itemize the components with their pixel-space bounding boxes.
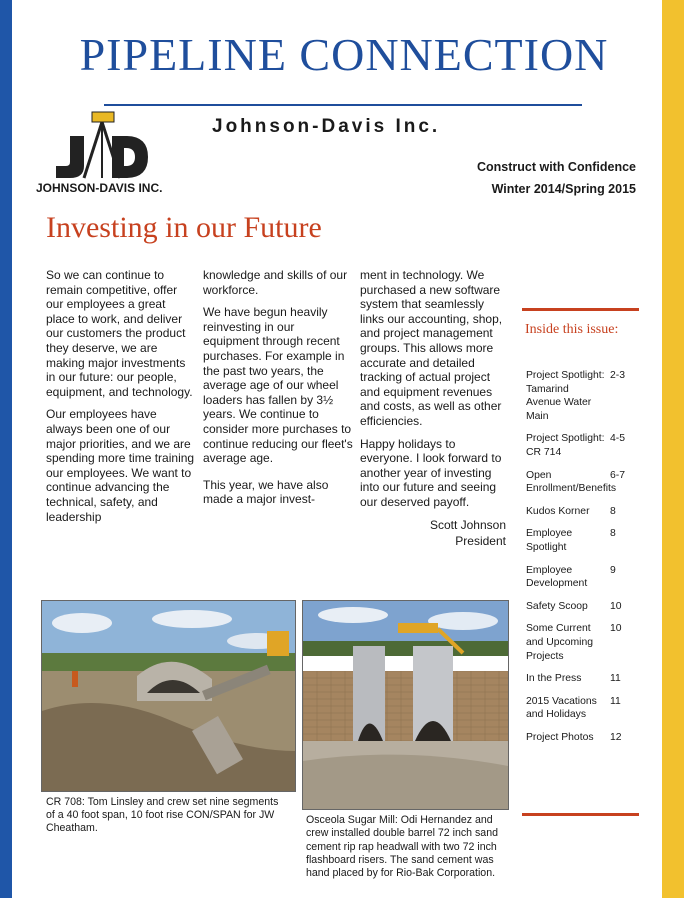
- company-logo: [40, 110, 160, 182]
- article-paragraph: This year, we have also made a major invest-: [203, 477, 329, 507]
- toc-item[interactable]: [526, 564, 636, 591]
- toc-item-title: Kudos Korner: [526, 505, 590, 517]
- signature-title: President: [455, 534, 506, 549]
- toc-item-title: Project Spotlight: CR 714: [526, 433, 605, 458]
- article-headline: Investing in our Future: [46, 211, 322, 244]
- article-paragraph: We have begun heavily reinvesting in our equipment through recent purchases. For example in the past two years, the average age of our wheel loaders has fallen by 3½ years. We continue to consider more purchases to continue reducing our fleet's average age.: [203, 305, 353, 466]
- toc-item[interactable]: [526, 731, 636, 745]
- photo-caption-1: CR 708: Tom Linsley and crew set nine segments of a 40 foot span, 10 foot rise CON/SPAN for JW Cheatham.: [46, 796, 279, 834]
- company-name: Johnson-Davis Inc.: [212, 116, 441, 137]
- toc-item-title: Project Spotlight: Tamarind Avenue Water Main: [526, 370, 605, 422]
- toc-item[interactable]: [526, 600, 636, 614]
- toc-item[interactable]: [526, 695, 636, 722]
- toc-item-page: 2-3: [610, 370, 626, 381]
- toc-item-page: 4-5: [610, 433, 626, 445]
- toc-item[interactable]: [526, 369, 636, 423]
- article-paragraph: So we can continue to remain competitive, offer our employees a great place to work, and deliver our customers the product they deserve, we are making major investments in our future: our people, equipment, and technology.: [46, 268, 193, 399]
- toc-item[interactable]: [526, 469, 636, 496]
- sidebar-top-rule: [522, 308, 639, 311]
- toc-item-page: 8: [610, 528, 616, 540]
- tagline-motto: Construct with Confidence: [476, 160, 636, 174]
- article-column-1: [46, 268, 196, 532]
- toc-item[interactable]: [526, 505, 636, 519]
- toc-item-title: Employee Development: [526, 564, 588, 590]
- article-paragraph: Happy holidays to everyone. I look forward to another year of investing into our future and seeing our deserved payoff.: [360, 436, 502, 509]
- tagline: [477, 156, 636, 200]
- toc-item-page: 10: [610, 600, 622, 612]
- left-edge-stripe: [0, 0, 12, 898]
- sidebar-title: Inside this issue:: [525, 322, 619, 337]
- article-paragraph: knowledge and skills of our workforce.: [203, 268, 348, 297]
- photo-culvert-construction: [41, 600, 296, 792]
- logo-monogram: JD: [40, 110, 42, 111]
- toc-item-page: 10: [610, 623, 622, 635]
- toc-item-title: Safety Scoop: [526, 600, 588, 612]
- toc-item-page: 12: [610, 731, 622, 743]
- right-edge-stripe: [662, 0, 684, 898]
- issue-date: Winter 2014/Spring 2015: [491, 182, 636, 196]
- signature-name: Scott Johnson: [429, 517, 506, 532]
- toc-item-page: 11: [610, 673, 621, 685]
- article-column-2: [203, 268, 353, 515]
- article-paragraph: Our employees have always been one of our major priorities, and we are spending more time training our employees. We want to continue advancing the technical, safety, and leadership: [46, 407, 195, 524]
- logo-caption: JOHNSON-DAVIS INC.: [36, 181, 163, 195]
- toc-item-title: Employee Spotlight: [526, 528, 573, 553]
- toc-item-title: Open Enrollment/Benefits: [526, 469, 617, 495]
- newsletter-masthead: PIPELINE CONNECTION: [79, 29, 609, 80]
- sidebar-bottom-rule: [522, 813, 639, 816]
- toc-item[interactable]: [526, 672, 636, 686]
- photo-sugar-mill-headwall: [302, 600, 509, 810]
- toc-item-page: 8: [610, 505, 616, 517]
- masthead-divider: [104, 104, 582, 106]
- toc-item[interactable]: [526, 622, 636, 663]
- toc-item-page: 11: [610, 695, 621, 707]
- table-of-contents: [526, 369, 636, 753]
- toc-item[interactable]: [526, 432, 636, 459]
- toc-item-page: 6-7: [610, 469, 626, 481]
- toc-item[interactable]: [526, 527, 636, 554]
- toc-item-title: In the Press: [526, 673, 582, 685]
- article-paragraph: ment in technology. We purchased a new software system that seamlessly links our accounting, shop, and project management groups. This allows more accurate and detailed tracking of actual project and equipment revenues and costs, as well as other efficiencies.: [360, 268, 503, 428]
- toc-item-page: 9: [610, 564, 616, 576]
- photo-caption-2: Osceola Sugar Mill: Odi Hernandez and crew installed double barrel 72 inch sand cement rip rap headwall with two 72 inch flashboard risers. The sand cement was hand placed by for Rio-Bak Corporation.: [306, 814, 498, 880]
- toc-item-title: 2015 Vacations and Holidays: [526, 695, 597, 721]
- toc-item-title: Some Current and Upcoming Projects: [526, 623, 594, 662]
- article-column-3: [360, 268, 506, 549]
- toc-item-title: Project Photos: [526, 731, 594, 743]
